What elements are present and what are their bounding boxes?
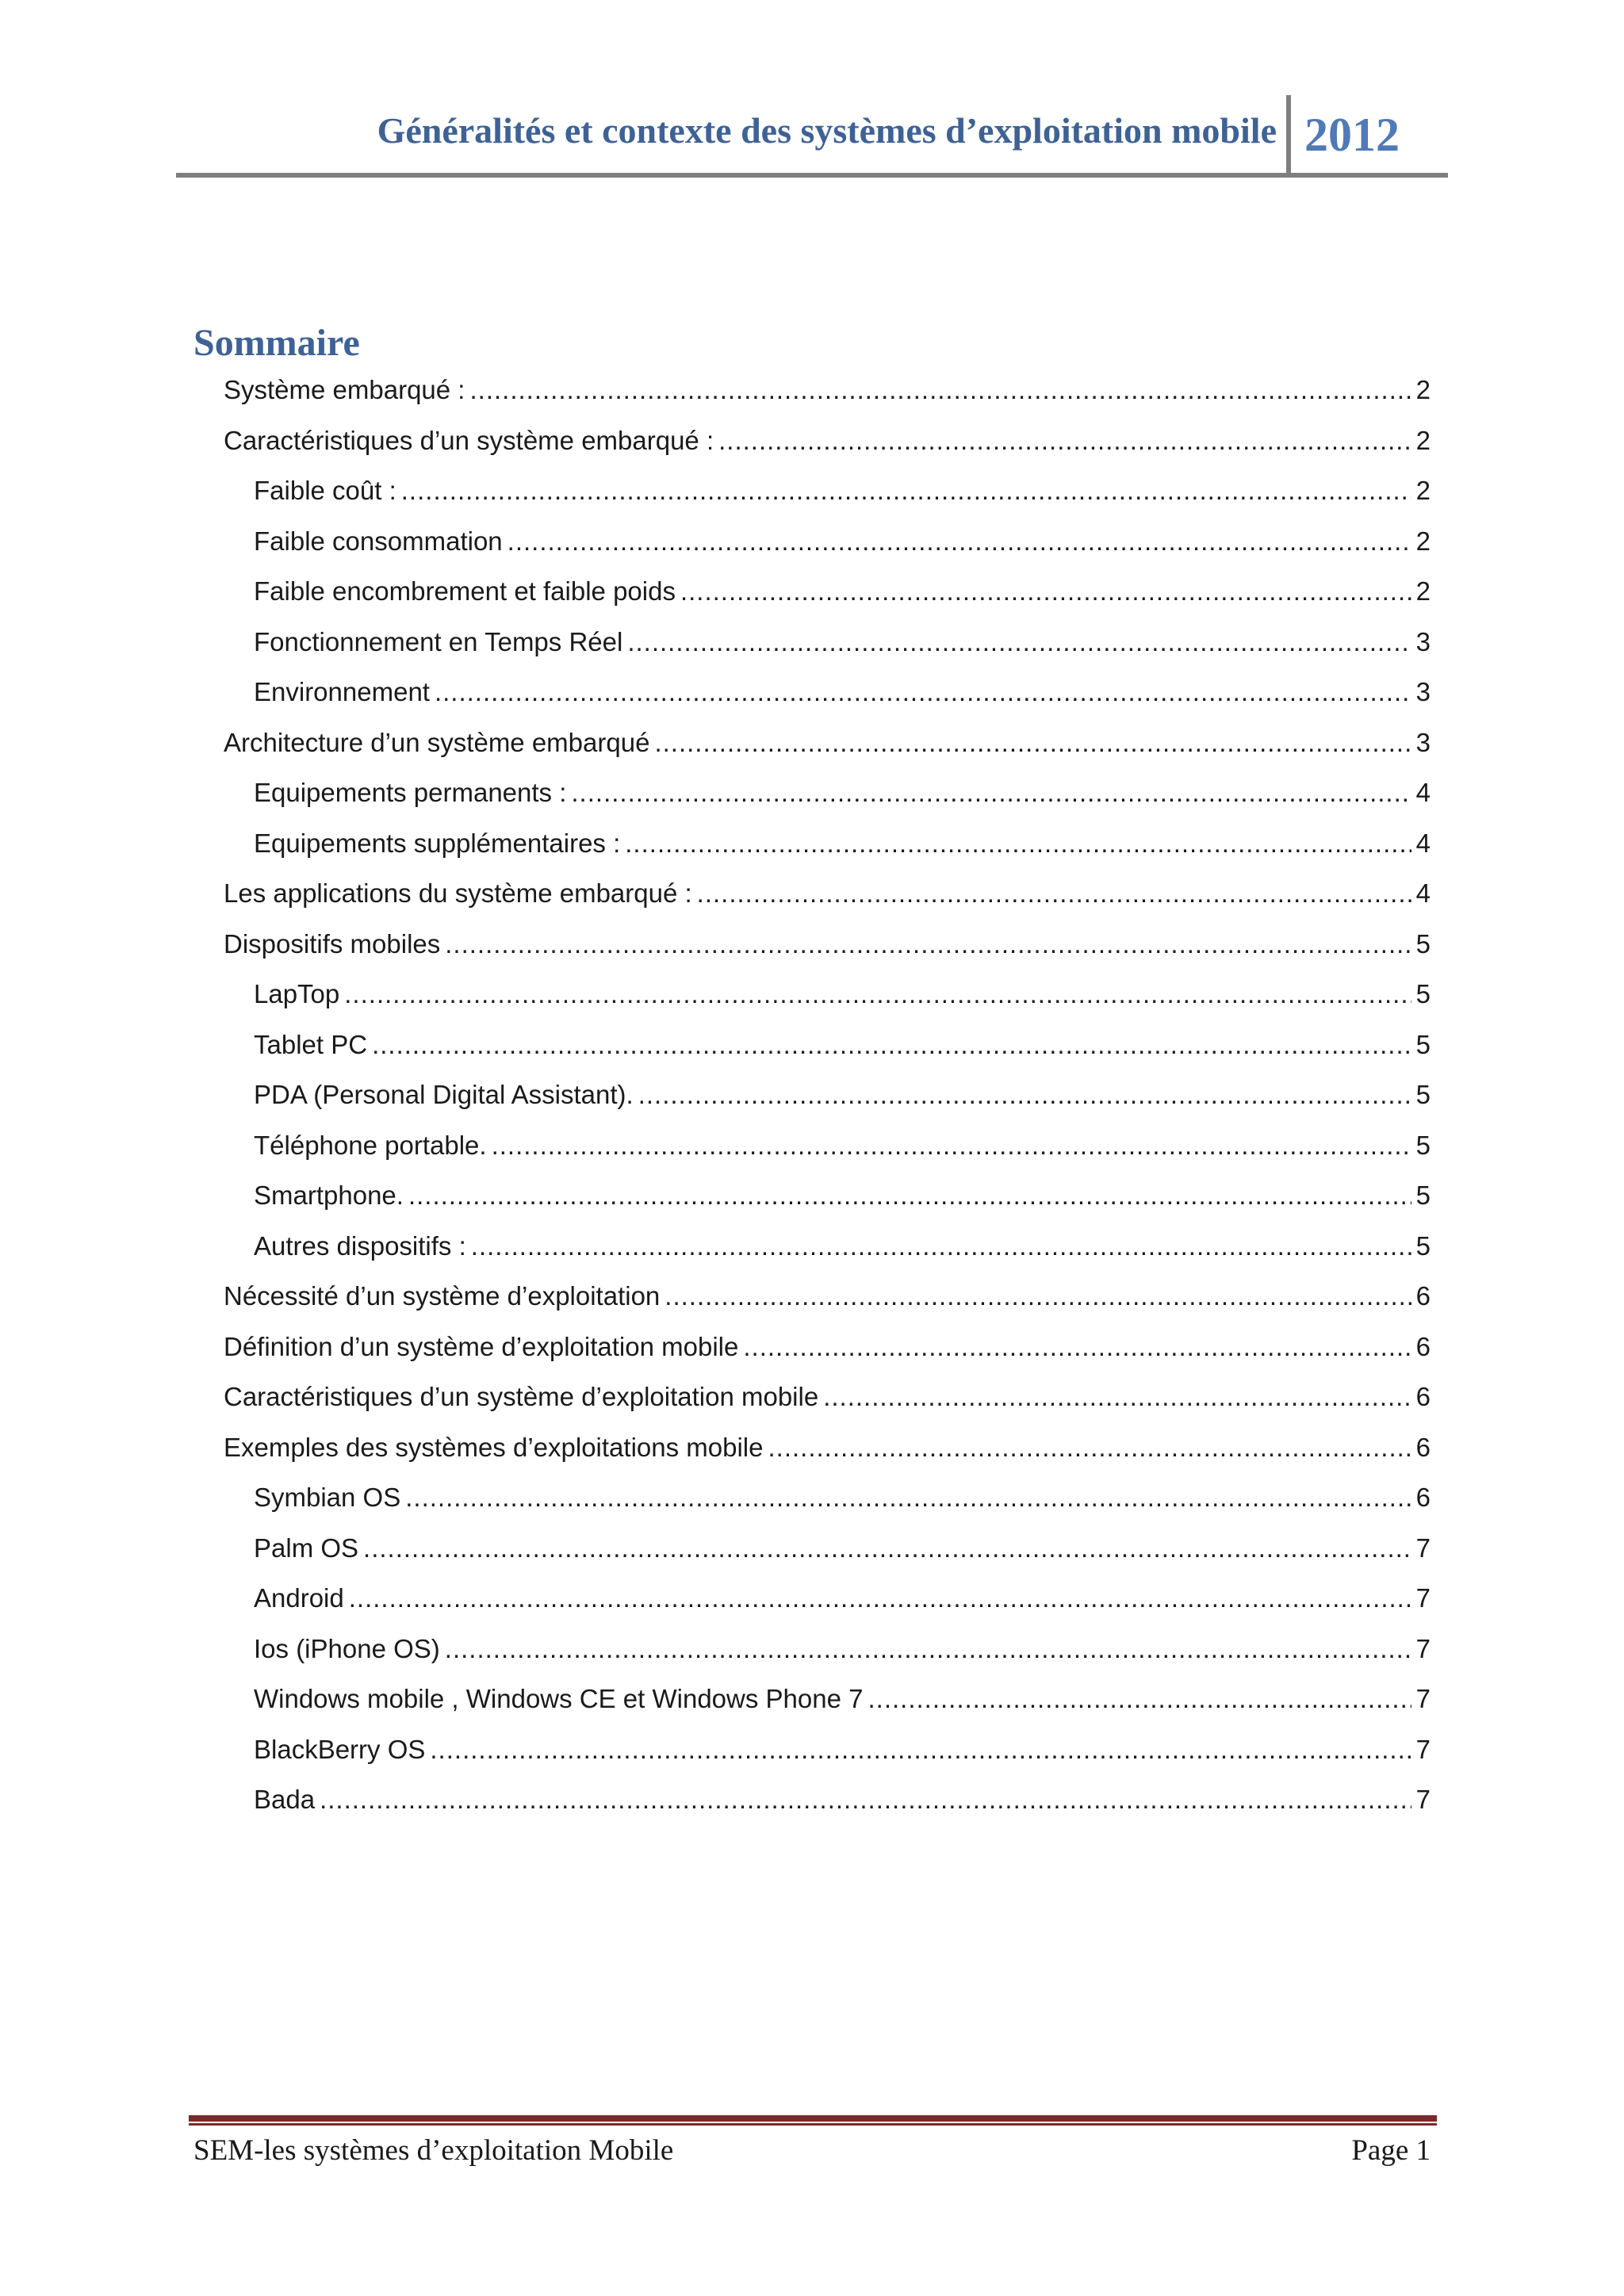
toc-entry-label: PDA (Personal Digital Assistant). xyxy=(254,1080,634,1109)
toc-entry-page: 7 xyxy=(1415,1633,1431,1663)
toc-dot-leader xyxy=(680,566,1411,616)
toc-entry-page: 7 xyxy=(1415,1684,1431,1713)
toc-dot-leader xyxy=(320,1774,1411,1824)
header-rule xyxy=(176,173,1448,178)
toc-entry[interactable] xyxy=(224,718,1431,767)
toc-entry[interactable] xyxy=(254,1523,1431,1573)
toc-entry[interactable] xyxy=(224,1422,1431,1472)
toc-entry-label: Téléphone portable. xyxy=(254,1130,487,1160)
toc-dot-leader xyxy=(654,718,1411,767)
toc-entry-label: Equipements permanents : xyxy=(254,778,567,807)
toc-entry-label: Définition d’un système d’exploitation mobile xyxy=(224,1331,739,1361)
toc-dot-leader xyxy=(445,1624,1411,1674)
toc-dot-leader xyxy=(344,969,1411,1019)
toc-entry-page: 3 xyxy=(1415,677,1431,706)
toc-dot-leader xyxy=(508,516,1411,566)
toc-entry[interactable] xyxy=(254,1774,1431,1824)
toc-entry[interactable] xyxy=(254,818,1431,868)
toc-dot-leader xyxy=(430,1724,1411,1774)
toc-entry-page: 2 xyxy=(1415,375,1431,404)
toc-entry[interactable] xyxy=(254,1674,1431,1724)
toc-entry[interactable] xyxy=(224,1322,1431,1372)
toc-entry-label: Dispositifs mobiles xyxy=(224,928,441,959)
toc-entry-label: BlackBerry OS xyxy=(254,1734,426,1764)
toc-entry-page: 5 xyxy=(1415,928,1431,959)
toc-entry[interactable] xyxy=(254,969,1431,1019)
toc-dot-leader xyxy=(401,465,1411,515)
toc-entry-label: Bada xyxy=(254,1785,316,1814)
toc-entry-label: Architecture d’un système embarqué xyxy=(224,727,650,757)
toc-entry-page: 2 xyxy=(1415,576,1431,606)
toc-entry-label: Faible consommation xyxy=(254,526,503,556)
toc-entry-label: Nécessité d’un système d’exploitation xyxy=(224,1281,661,1311)
header-divider-vertical xyxy=(1286,95,1291,174)
toc-entry[interactable] xyxy=(254,1573,1431,1623)
toc-entry-page: 7 xyxy=(1415,1583,1431,1613)
toc-entry-page: 5 xyxy=(1415,1130,1431,1160)
toc-entry[interactable] xyxy=(254,1170,1431,1220)
toc-entry-label: Environnement xyxy=(254,677,430,706)
toc-entry-page: 4 xyxy=(1415,778,1431,807)
toc-entry[interactable] xyxy=(224,1271,1431,1321)
toc-entry-page: 4 xyxy=(1415,878,1431,908)
footer-rule-thick xyxy=(189,2115,1437,2122)
toc-entry-label: Equipements supplémentaires : xyxy=(254,828,621,858)
footer-document-title: SEM-les systèmes d’exploitation Mobile xyxy=(193,2134,674,2167)
toc-entry-page: 5 xyxy=(1415,979,1431,1008)
toc-dot-leader xyxy=(349,1573,1411,1623)
toc-entry[interactable] xyxy=(254,1120,1431,1170)
toc-entry-label: Autres dispositifs : xyxy=(254,1230,466,1261)
toc-dot-leader xyxy=(638,1070,1411,1119)
toc-entry[interactable] xyxy=(224,1372,1431,1422)
toc-dot-leader xyxy=(492,1120,1411,1170)
toc-entry[interactable] xyxy=(254,767,1431,817)
toc-entry[interactable] xyxy=(254,1020,1431,1070)
toc-entry-page: 5 xyxy=(1415,1080,1431,1109)
toc-dot-leader xyxy=(408,1170,1411,1220)
toc-entry-label: Symbian OS xyxy=(254,1483,401,1512)
toc-entry-label: Système embarqué : xyxy=(224,375,465,404)
toc-entry-page: 5 xyxy=(1415,1029,1431,1059)
footer-page-number: Page 1 xyxy=(1351,2134,1431,2167)
toc-entry[interactable] xyxy=(254,516,1431,566)
toc-entry-label: LapTop xyxy=(254,979,340,1008)
toc-entry[interactable] xyxy=(254,1724,1431,1774)
toc-entry-label: Windows mobile , Windows CE et Windows Phone 7 xyxy=(254,1684,864,1713)
toc-entry[interactable] xyxy=(254,1472,1431,1522)
toc-entry-page: 2 xyxy=(1415,526,1431,556)
toc-entry-page: 6 xyxy=(1415,1382,1431,1411)
toc-entry-page: 6 xyxy=(1415,1432,1431,1462)
toc-entry-label: Les applications du système embarqué : xyxy=(224,878,692,908)
toc-entry-label: Smartphone. xyxy=(254,1181,404,1210)
toc-dot-leader xyxy=(743,1322,1411,1372)
toc-entry-page: 6 xyxy=(1415,1281,1431,1311)
toc-entry-page: 2 xyxy=(1415,476,1431,505)
toc-entry[interactable] xyxy=(254,465,1431,515)
toc-entry-page: 7 xyxy=(1415,1533,1431,1563)
toc-dot-leader xyxy=(363,1523,1411,1573)
toc-entry-label: Fonctionnement en Temps Réel xyxy=(254,626,623,656)
toc-entry-page: 7 xyxy=(1415,1785,1431,1814)
toc-entry-page: 3 xyxy=(1415,727,1431,757)
toc-entry-label: Caractéristiques d’un système d’exploitation mobile xyxy=(224,1382,819,1411)
toc-entry[interactable] xyxy=(224,365,1431,415)
toc-entry-page: 6 xyxy=(1415,1483,1431,1512)
toc-dot-leader xyxy=(471,1221,1411,1271)
footer-rule-thin xyxy=(189,2123,1437,2126)
toc-entry-page: 5 xyxy=(1415,1230,1431,1261)
toc-entry-page: 4 xyxy=(1415,828,1431,858)
toc-entry-label: Tablet PC xyxy=(254,1029,368,1059)
toc-entry-label: Faible encombrement et faible poids xyxy=(254,576,676,606)
toc-dot-leader xyxy=(697,868,1411,918)
toc-dot-leader xyxy=(405,1472,1411,1522)
toc-entry[interactable] xyxy=(254,617,1431,667)
toc-entry-page: 7 xyxy=(1415,1734,1431,1764)
toc-dot-leader xyxy=(571,767,1411,817)
toc-dot-leader xyxy=(625,818,1411,868)
toc-entry[interactable] xyxy=(224,919,1431,969)
toc-entry[interactable] xyxy=(254,566,1431,616)
toc-entry-label: Faible coût : xyxy=(254,476,396,505)
toc-dot-leader xyxy=(445,919,1411,969)
toc-entry-label: Caractéristiques d’un système embarqué : xyxy=(224,425,714,455)
toc-entry-label: Exemples des systèmes d’exploitations mobile xyxy=(224,1432,764,1462)
toc-entry-page: 3 xyxy=(1415,626,1431,656)
toc-entry[interactable] xyxy=(254,1070,1431,1119)
toc-dot-leader xyxy=(665,1271,1411,1321)
toc-dot-leader xyxy=(823,1372,1411,1422)
toc-entry-page: 5 xyxy=(1415,1181,1431,1210)
toc-entry-label: Palm OS xyxy=(254,1533,359,1563)
toc-dot-leader xyxy=(627,617,1411,667)
header-title: Généralités et contexte des systèmes d’exploitation mobile xyxy=(377,110,1277,151)
toc-dot-leader xyxy=(469,365,1411,415)
toc-dot-leader xyxy=(768,1422,1411,1472)
toc-entry[interactable] xyxy=(254,1221,1431,1271)
toc-entry-page: 2 xyxy=(1415,425,1431,455)
toc-entry-label: Android xyxy=(254,1583,344,1613)
toc-title: Sommaire xyxy=(193,322,360,364)
toc-dot-leader xyxy=(435,667,1411,717)
toc-dot-leader xyxy=(372,1020,1411,1070)
toc-dot-leader xyxy=(718,415,1411,465)
header-year: 2012 xyxy=(1304,109,1400,161)
toc-entry-label: Ios (iPhone OS) xyxy=(254,1633,440,1663)
toc-entry[interactable] xyxy=(254,667,1431,717)
toc-entry[interactable] xyxy=(224,415,1431,465)
toc-entry[interactable] xyxy=(224,868,1431,918)
toc-dot-leader xyxy=(868,1674,1411,1724)
toc-entry[interactable] xyxy=(254,1624,1431,1674)
toc-entry-page: 6 xyxy=(1415,1331,1431,1361)
